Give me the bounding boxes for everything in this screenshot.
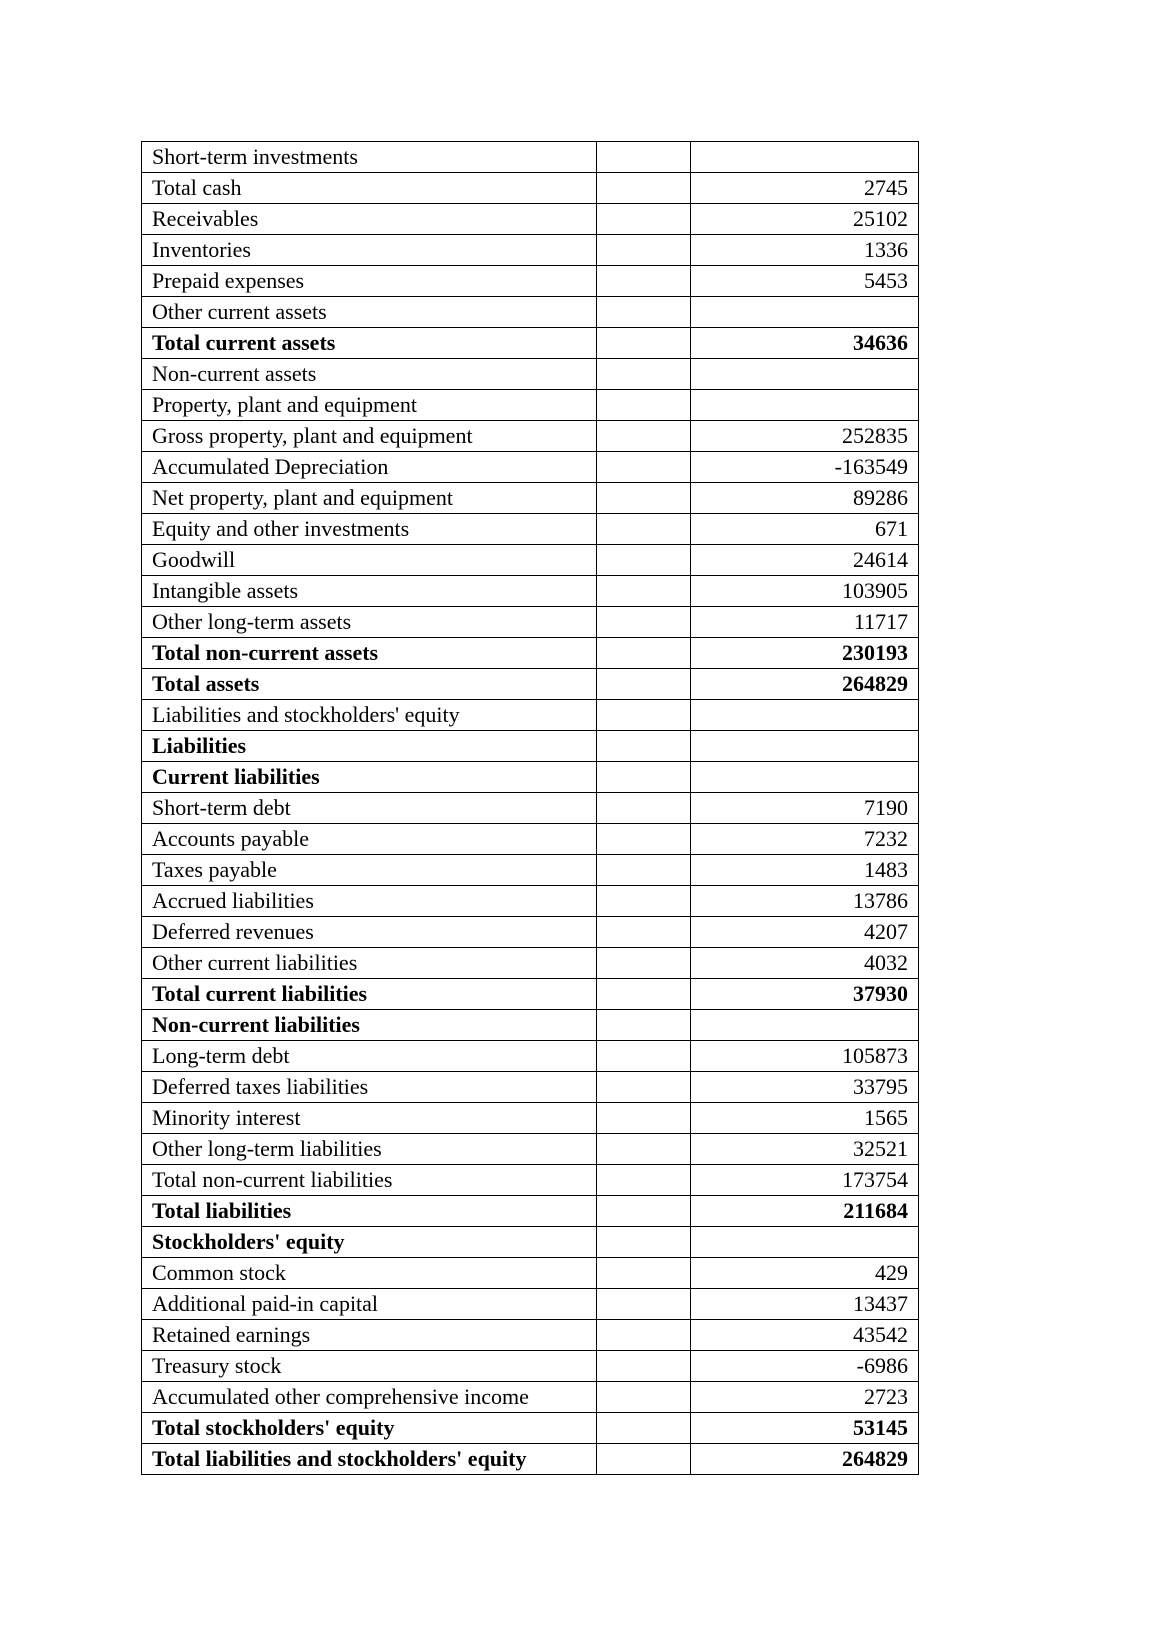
- empty-cell[interactable]: [597, 452, 691, 483]
- row-value[interactable]: 4032: [691, 948, 919, 979]
- table-row: [142, 297, 919, 328]
- table-row: [142, 1413, 919, 1444]
- table-row: [142, 917, 919, 948]
- table-row: [142, 235, 919, 266]
- row-value[interactable]: 32521: [691, 1134, 919, 1165]
- table-row: [142, 731, 919, 762]
- row-label[interactable]: Property, plant and equipment: [142, 390, 597, 421]
- row-label[interactable]: Other long-term assets: [142, 607, 597, 638]
- row-value[interactable]: 43542: [691, 1320, 919, 1351]
- table-row: [142, 1258, 919, 1289]
- row-label[interactable]: Treasury stock: [142, 1351, 597, 1382]
- row-label[interactable]: Deferred revenues: [142, 917, 597, 948]
- row-label[interactable]: Current liabilities: [142, 762, 597, 793]
- table-row: [142, 886, 919, 917]
- row-label[interactable]: Retained earnings: [142, 1320, 597, 1351]
- empty-cell[interactable]: [597, 1134, 691, 1165]
- table-row: [142, 1227, 919, 1258]
- row-label[interactable]: Total current assets: [142, 328, 597, 359]
- row-value[interactable]: 211684: [691, 1196, 919, 1227]
- empty-cell[interactable]: [597, 1351, 691, 1382]
- row-label[interactable]: Taxes payable: [142, 855, 597, 886]
- row-value[interactable]: [691, 700, 919, 731]
- empty-cell[interactable]: [597, 390, 691, 421]
- row-value[interactable]: [691, 359, 919, 390]
- row-label[interactable]: Intangible assets: [142, 576, 597, 607]
- empty-cell[interactable]: [597, 669, 691, 700]
- empty-cell[interactable]: [597, 421, 691, 452]
- empty-cell[interactable]: [597, 1413, 691, 1444]
- empty-cell[interactable]: [597, 762, 691, 793]
- table-row: [142, 204, 919, 235]
- row-value[interactable]: [691, 297, 919, 328]
- table-row: [142, 421, 919, 452]
- table-row: [142, 545, 919, 576]
- table-row: [142, 359, 919, 390]
- empty-cell[interactable]: [597, 1103, 691, 1134]
- row-label[interactable]: Total current liabilities: [142, 979, 597, 1010]
- row-value[interactable]: 13786: [691, 886, 919, 917]
- empty-cell[interactable]: [597, 917, 691, 948]
- empty-cell[interactable]: [597, 576, 691, 607]
- row-label[interactable]: Total non-current assets: [142, 638, 597, 669]
- row-value[interactable]: 34636: [691, 328, 919, 359]
- table-row: [142, 1196, 919, 1227]
- table-row: [142, 173, 919, 204]
- row-label[interactable]: Accumulated Depreciation: [142, 452, 597, 483]
- table-row: [142, 576, 919, 607]
- table-row: [142, 824, 919, 855]
- row-value[interactable]: 53145: [691, 1413, 919, 1444]
- row-value[interactable]: 103905: [691, 576, 919, 607]
- row-label[interactable]: Accounts payable: [142, 824, 597, 855]
- row-value[interactable]: 4207: [691, 917, 919, 948]
- table-row: [142, 700, 919, 731]
- row-label[interactable]: Receivables: [142, 204, 597, 235]
- empty-cell[interactable]: [597, 886, 691, 917]
- empty-cell[interactable]: [597, 638, 691, 669]
- table-row: [142, 1041, 919, 1072]
- row-label[interactable]: Other current assets: [142, 297, 597, 328]
- empty-cell[interactable]: [597, 545, 691, 576]
- empty-cell[interactable]: [597, 700, 691, 731]
- row-value[interactable]: 230193: [691, 638, 919, 669]
- row-value[interactable]: 264829: [691, 1444, 919, 1475]
- row-value[interactable]: -6986: [691, 1351, 919, 1382]
- empty-cell[interactable]: [597, 1289, 691, 1320]
- row-value[interactable]: [691, 142, 919, 173]
- row-value[interactable]: 2745: [691, 173, 919, 204]
- table-row: [142, 1072, 919, 1103]
- empty-cell[interactable]: [597, 142, 691, 173]
- table-row: [142, 669, 919, 700]
- empty-cell[interactable]: [597, 824, 691, 855]
- row-value[interactable]: 37930: [691, 979, 919, 1010]
- empty-cell[interactable]: [597, 1165, 691, 1196]
- row-value[interactable]: 173754: [691, 1165, 919, 1196]
- row-label[interactable]: Total liabilities and stockholders' equity: [142, 1444, 597, 1475]
- table-row: [142, 1320, 919, 1351]
- table-row: [142, 793, 919, 824]
- table-row: [142, 1010, 919, 1041]
- row-label[interactable]: Non-current liabilities: [142, 1010, 597, 1041]
- row-label[interactable]: Goodwill: [142, 545, 597, 576]
- empty-cell[interactable]: [597, 1041, 691, 1072]
- row-label[interactable]: Liabilities and stockholders' equity: [142, 700, 597, 731]
- table-row: [142, 1351, 919, 1382]
- empty-cell[interactable]: [597, 607, 691, 638]
- empty-cell[interactable]: [597, 1444, 691, 1475]
- empty-cell[interactable]: [597, 1258, 691, 1289]
- empty-cell[interactable]: [597, 1227, 691, 1258]
- row-value[interactable]: [691, 1010, 919, 1041]
- row-value[interactable]: [691, 731, 919, 762]
- row-value[interactable]: 671: [691, 514, 919, 545]
- empty-cell[interactable]: [597, 359, 691, 390]
- row-label[interactable]: Total liabilities: [142, 1196, 597, 1227]
- table-row: [142, 1382, 919, 1413]
- row-value[interactable]: 7190: [691, 793, 919, 824]
- table-row: [142, 948, 919, 979]
- row-value[interactable]: 1336: [691, 235, 919, 266]
- table-row: [142, 1134, 919, 1165]
- empty-cell[interactable]: [597, 1196, 691, 1227]
- row-value[interactable]: 1565: [691, 1103, 919, 1134]
- empty-cell[interactable]: [597, 235, 691, 266]
- row-label[interactable]: Total cash: [142, 173, 597, 204]
- row-label[interactable]: Common stock: [142, 1258, 597, 1289]
- row-value[interactable]: 252835: [691, 421, 919, 452]
- row-label[interactable]: Short-term debt: [142, 793, 597, 824]
- row-value[interactable]: 33795: [691, 1072, 919, 1103]
- table-row: [142, 1444, 919, 1475]
- row-value[interactable]: 1483: [691, 855, 919, 886]
- empty-cell[interactable]: [597, 297, 691, 328]
- row-value[interactable]: -163549: [691, 452, 919, 483]
- row-label[interactable]: Other current liabilities: [142, 948, 597, 979]
- row-label[interactable]: Total stockholders' equity: [142, 1413, 597, 1444]
- row-label[interactable]: Total non-current liabilities: [142, 1165, 597, 1196]
- row-label[interactable]: Additional paid-in capital: [142, 1289, 597, 1320]
- empty-cell[interactable]: [597, 1382, 691, 1413]
- empty-cell[interactable]: [597, 731, 691, 762]
- empty-cell[interactable]: [597, 173, 691, 204]
- row-label[interactable]: Minority interest: [142, 1103, 597, 1134]
- table-row: [142, 390, 919, 421]
- row-label[interactable]: Gross property, plant and equipment: [142, 421, 597, 452]
- table-row: [142, 514, 919, 545]
- row-label[interactable]: Short-term investments: [142, 142, 597, 173]
- empty-cell[interactable]: [597, 1072, 691, 1103]
- empty-cell[interactable]: [597, 483, 691, 514]
- empty-cell[interactable]: [597, 855, 691, 886]
- row-value[interactable]: 105873: [691, 1041, 919, 1072]
- row-label[interactable]: Liabilities: [142, 731, 597, 762]
- empty-cell[interactable]: [597, 1320, 691, 1351]
- row-label[interactable]: Inventories: [142, 235, 597, 266]
- balance-sheet-body: [142, 142, 919, 1475]
- row-value[interactable]: [691, 762, 919, 793]
- table-row: [142, 1103, 919, 1134]
- row-value[interactable]: [691, 390, 919, 421]
- table-row: [142, 1165, 919, 1196]
- row-value[interactable]: 429: [691, 1258, 919, 1289]
- table-row: [142, 266, 919, 297]
- row-value[interactable]: 5453: [691, 266, 919, 297]
- row-value[interactable]: 7232: [691, 824, 919, 855]
- row-label[interactable]: Net property, plant and equipment: [142, 483, 597, 514]
- empty-cell[interactable]: [597, 328, 691, 359]
- row-label[interactable]: Accrued liabilities: [142, 886, 597, 917]
- row-label[interactable]: Long-term debt: [142, 1041, 597, 1072]
- table-row: [142, 452, 919, 483]
- row-value[interactable]: 24614: [691, 545, 919, 576]
- row-label[interactable]: Stockholders' equity: [142, 1227, 597, 1258]
- empty-cell[interactable]: [597, 266, 691, 297]
- empty-cell[interactable]: [597, 514, 691, 545]
- balance-sheet-table: [141, 141, 919, 1475]
- table-row: [142, 762, 919, 793]
- empty-cell[interactable]: [597, 948, 691, 979]
- row-value[interactable]: 2723: [691, 1382, 919, 1413]
- table-row: [142, 1289, 919, 1320]
- row-label[interactable]: Prepaid expenses: [142, 266, 597, 297]
- table-row: [142, 607, 919, 638]
- table-row: [142, 328, 919, 359]
- row-value[interactable]: 13437: [691, 1289, 919, 1320]
- row-value[interactable]: 264829: [691, 669, 919, 700]
- row-label[interactable]: Equity and other investments: [142, 514, 597, 545]
- row-label[interactable]: Other long-term liabilities: [142, 1134, 597, 1165]
- empty-cell[interactable]: [597, 979, 691, 1010]
- row-label[interactable]: Total assets: [142, 669, 597, 700]
- row-value[interactable]: 11717: [691, 607, 919, 638]
- table-row: [142, 142, 919, 173]
- row-value[interactable]: 25102: [691, 204, 919, 235]
- row-label[interactable]: Accumulated other comprehensive income: [142, 1382, 597, 1413]
- empty-cell[interactable]: [597, 204, 691, 235]
- table-row: [142, 638, 919, 669]
- row-label[interactable]: Deferred taxes liabilities: [142, 1072, 597, 1103]
- row-value[interactable]: [691, 1227, 919, 1258]
- table-row: [142, 483, 919, 514]
- row-value[interactable]: 89286: [691, 483, 919, 514]
- empty-cell[interactable]: [597, 793, 691, 824]
- row-label[interactable]: Non-current assets: [142, 359, 597, 390]
- table-row: [142, 979, 919, 1010]
- empty-cell[interactable]: [597, 1010, 691, 1041]
- table-row: [142, 855, 919, 886]
